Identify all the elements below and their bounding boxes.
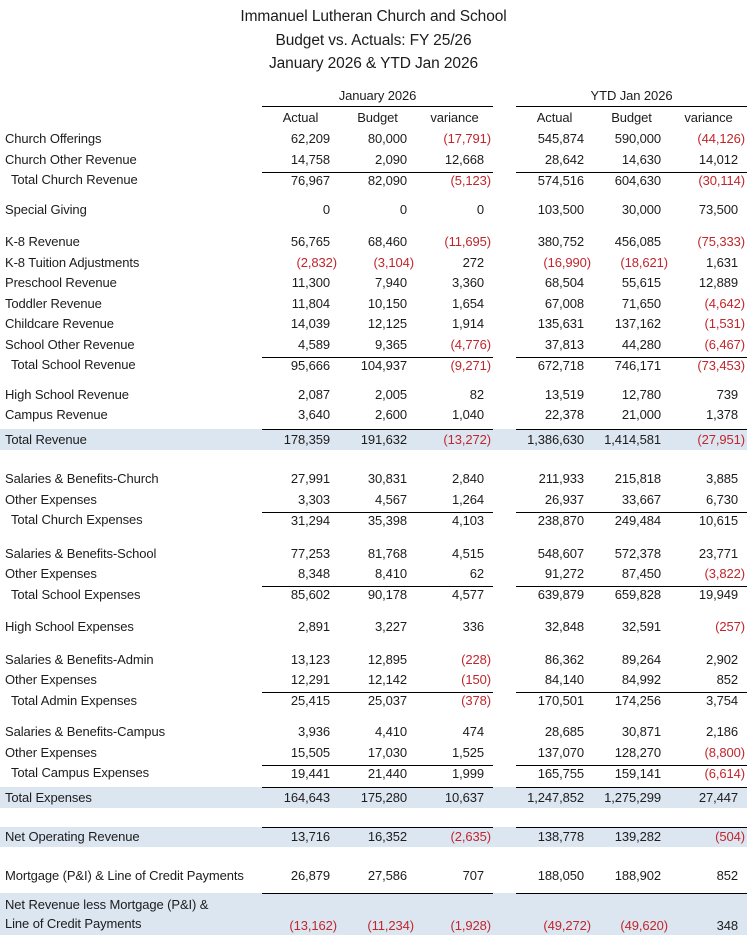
value-cell: 30,000 (621, 201, 661, 217)
value-cell: (11,695) (444, 234, 491, 250)
group-header-january: January 2026 (262, 85, 493, 107)
row-spacer (0, 808, 747, 823)
row-label: Total Revenue (5, 431, 87, 447)
value-cell: 17,030 (367, 744, 407, 760)
value-cell: 0 (476, 201, 484, 217)
value-cell: 3,936 (297, 724, 330, 740)
value-cell: 1,040 (451, 407, 484, 423)
value-cell: 1,275,299 (604, 789, 661, 805)
column-header-variance-jan: variance (430, 110, 479, 125)
row-spacer (0, 220, 747, 232)
value-cell: 191,632 (360, 431, 407, 447)
row-spacer (0, 847, 747, 865)
value-cell: 659,828 (593, 586, 670, 602)
value-cell: 7,940 (374, 275, 407, 291)
value-cell: 1,654 (451, 295, 484, 311)
table-row (0, 543, 747, 564)
value-cell: (18,621) (620, 254, 668, 270)
value-cell: 3,303 (297, 491, 330, 507)
value-cell: (17,791) (443, 131, 491, 147)
value-cell: 2,600 (374, 407, 407, 423)
value-cell: 545,874 (537, 131, 584, 147)
value-cell: 8,348 (297, 566, 330, 582)
value-cell: 35,398 (339, 512, 416, 528)
row-label-line1: Net Revenue less Mortgage (P&I) & (5, 896, 209, 912)
row-label: Total School Revenue (11, 357, 136, 373)
value-cell: (150) (461, 672, 491, 688)
value-cell: 1,631 (705, 254, 738, 270)
value-cell: 1,914 (451, 316, 484, 332)
value-cell: 26,937 (544, 491, 584, 507)
value-cell: (228) (461, 651, 491, 667)
value-cell: 164,643 (283, 789, 330, 805)
value-cell: (2,832) (296, 254, 337, 270)
value-cell: (13,162) (289, 917, 337, 933)
table-row (0, 722, 747, 743)
value-cell: 272 (462, 254, 484, 270)
table-row (0, 510, 747, 531)
value-cell: 4,577 (416, 586, 493, 602)
value-cell: (44,126) (697, 131, 745, 147)
value-cell: 604,630 (593, 172, 670, 188)
row-label: Salaries & Benefits-Church (5, 471, 159, 487)
value-cell: 590,000 (614, 131, 661, 147)
row-label: Toddler Revenue (5, 295, 102, 311)
total-rule (0, 823, 747, 827)
column-header-actual-jan: Actual (282, 110, 319, 125)
value-cell: 73,500 (698, 201, 738, 217)
value-cell: 22,378 (544, 407, 584, 423)
row-label-line2: Line of Credit Payments (5, 915, 142, 931)
table-row (0, 355, 747, 376)
value-cell: 8,410 (374, 566, 407, 582)
rule-line (262, 889, 493, 894)
value-cell: 165,755 (516, 765, 593, 781)
value-cell: 12,780 (621, 386, 661, 402)
rule-line (262, 823, 493, 828)
value-cell: 12,895 (367, 651, 407, 667)
row-label: Other Expenses (5, 672, 97, 688)
value-cell: 91,272 (544, 566, 584, 582)
value-cell: 95,666 (262, 357, 339, 373)
value-cell: 71,650 (621, 295, 661, 311)
rule-empty (0, 889, 262, 893)
row-spacer (0, 530, 747, 543)
row-spacer (0, 637, 747, 649)
row-label: K-8 Tuition Adjustments (5, 254, 140, 270)
value-cell: 14,012 (698, 151, 738, 167)
value-cell: 27,447 (698, 789, 738, 805)
value-cell: 128,270 (614, 744, 661, 760)
row-label: Childcare Revenue (5, 316, 114, 332)
value-cell: (11,234) (367, 917, 414, 933)
table-row (0, 787, 747, 808)
value-cell: (5,123) (416, 172, 493, 188)
value-cell: (49,272) (543, 917, 591, 933)
value-cell: 76,967 (262, 172, 339, 188)
value-cell: 572,378 (614, 545, 661, 561)
value-cell: (6,467) (704, 336, 745, 352)
total-rule (0, 425, 747, 429)
table-row (0, 314, 747, 335)
value-cell: 77,253 (290, 545, 330, 561)
value-cell: 44,280 (621, 336, 661, 352)
value-cell: 68,460 (367, 234, 407, 250)
value-cell: 211,933 (538, 471, 584, 487)
value-cell: 12,142 (367, 672, 407, 688)
value-cell: 3,227 (374, 619, 407, 635)
group-header-ytd: YTD Jan 2026 (516, 85, 747, 107)
value-cell: 13,716 (290, 829, 330, 845)
value-cell: 4,410 (374, 724, 407, 740)
value-cell: 739 (716, 386, 738, 402)
column-subheader-row (0, 107, 747, 129)
value-cell: 139,282 (614, 829, 661, 845)
row-label: Total Campus Expenses (11, 765, 150, 781)
value-cell: 82,090 (339, 172, 416, 188)
value-cell: 14,630 (621, 151, 661, 167)
row-label: Special Giving (5, 201, 87, 217)
report-rows (0, 129, 747, 935)
value-cell: 19,441 (262, 765, 339, 781)
value-cell: 84,992 (621, 672, 661, 688)
value-cell: 28,642 (544, 151, 584, 167)
value-cell: 37,813 (544, 336, 584, 352)
value-cell: 86,362 (544, 651, 584, 667)
value-cell: 12,291 (290, 672, 330, 688)
value-cell: 0 (399, 201, 407, 217)
rule-empty (493, 889, 516, 893)
value-cell: (30,114) (670, 172, 747, 188)
value-cell: 103,500 (537, 201, 584, 217)
rule-line (262, 783, 493, 788)
value-cell: 1,264 (451, 491, 484, 507)
value-cell: 188,050 (537, 867, 584, 883)
rule-line (516, 823, 747, 828)
row-label: Campus Revenue (5, 407, 108, 423)
table-row (0, 649, 747, 670)
value-cell: 15,505 (290, 744, 330, 760)
value-cell: 3,754 (670, 692, 747, 708)
value-cell: 137,070 (537, 744, 584, 760)
table-row (0, 865, 747, 886)
table-row (0, 170, 747, 191)
table-row (0, 469, 747, 490)
value-cell: 16,352 (367, 829, 407, 845)
value-cell: 21,440 (339, 765, 416, 781)
row-spacer (0, 605, 747, 617)
value-cell: 1,414,581 (604, 431, 661, 447)
value-cell: 11,300 (291, 275, 330, 291)
table-row (0, 564, 747, 585)
value-cell: (49,620) (620, 917, 668, 933)
value-cell: 19,949 (670, 586, 747, 602)
value-cell: 14,758 (290, 151, 330, 167)
row-label: Church Other Revenue (5, 151, 137, 167)
report-title: Immanuel Lutheran Church and School (240, 8, 507, 25)
value-cell: (75,333) (697, 234, 745, 250)
value-cell: 249,484 (593, 512, 670, 528)
value-cell: 21,000 (621, 407, 661, 423)
row-label: Net Operating Revenue (5, 829, 140, 845)
value-cell: 12,889 (698, 275, 738, 291)
row-label: Total Admin Expenses (11, 692, 137, 708)
value-cell: 12,125 (367, 316, 407, 332)
value-cell: 852 (716, 672, 738, 688)
value-cell: (378) (416, 692, 493, 708)
value-cell: 175,280 (360, 789, 407, 805)
table-row (0, 893, 747, 935)
table-row (0, 489, 747, 510)
value-cell: (2,635) (450, 829, 491, 845)
total-rule (0, 783, 747, 787)
value-cell: 62,209 (290, 131, 330, 147)
table-row (0, 429, 747, 450)
value-cell: (1,928) (450, 917, 491, 933)
value-cell: 10,637 (444, 789, 484, 805)
value-cell: 1,247,852 (527, 789, 584, 805)
value-cell: 3,360 (451, 275, 484, 291)
row-label: Other Expenses (5, 744, 97, 760)
table-row (0, 584, 747, 605)
total-rule (0, 889, 747, 893)
value-cell: 0 (322, 201, 330, 217)
rule-line (262, 425, 493, 430)
value-cell: 707 (462, 867, 484, 883)
table-row (0, 384, 747, 405)
table-row (0, 129, 747, 150)
value-cell: 6,730 (705, 491, 738, 507)
table-row (0, 405, 747, 426)
value-cell: 31,294 (262, 512, 339, 528)
row-label: K-8 Revenue (5, 234, 80, 250)
value-cell: 138,778 (537, 829, 584, 845)
rule-empty (493, 823, 516, 827)
value-cell: 27,586 (367, 867, 407, 883)
value-cell: 474 (462, 724, 484, 740)
rule-empty (0, 425, 262, 429)
value-cell: 56,765 (290, 234, 330, 250)
table-row (0, 149, 747, 170)
table-row (0, 827, 747, 848)
value-cell: 2,005 (374, 386, 407, 402)
value-cell: 55,615 (621, 275, 661, 291)
value-cell: (4,776) (450, 336, 491, 352)
value-cell: 30,871 (621, 724, 661, 740)
row-label: Mortgage (P&I) & Line of Credit Payments (5, 867, 244, 883)
row-label: Total Expenses (5, 789, 92, 805)
table-row (0, 232, 747, 253)
report-period: January 2026 & YTD Jan 2026 (269, 55, 478, 72)
row-label: Total Church Revenue (11, 172, 138, 188)
value-cell: 11,804 (291, 295, 330, 311)
value-cell: 639,879 (516, 586, 593, 602)
report-title-block (0, 0, 747, 76)
value-cell: 2,902 (705, 651, 738, 667)
value-cell: 28,685 (544, 724, 584, 740)
row-label: Total School Expenses (11, 586, 141, 602)
value-cell: 852 (716, 867, 738, 883)
value-cell: 574,516 (516, 172, 593, 188)
spacer (0, 76, 747, 84)
value-cell: 12,668 (444, 151, 484, 167)
value-cell: 188,902 (614, 867, 661, 883)
column-header-budget-jan: Budget (357, 110, 398, 125)
value-cell: 10,150 (367, 295, 407, 311)
table-row (0, 273, 747, 294)
rule-empty (0, 823, 262, 827)
value-cell: 2,087 (297, 386, 330, 402)
value-cell: 90,178 (339, 586, 416, 602)
report-subtitle: Budget vs. Actuals: FY 25/26 (275, 31, 472, 49)
value-cell: 348 (716, 917, 738, 933)
row-spacer (0, 190, 747, 199)
value-cell: 32,848 (544, 619, 584, 635)
rule-empty (493, 425, 516, 429)
value-cell: 672,718 (516, 357, 593, 373)
value-cell: 1,386,630 (527, 431, 584, 447)
row-label: School Other Revenue (5, 336, 135, 352)
column-header-actual-ytd: Actual (536, 110, 573, 125)
value-cell: 135,631 (537, 316, 584, 332)
value-cell: (6,614) (670, 765, 747, 781)
value-cell: 68,504 (544, 275, 584, 291)
value-cell: 25,415 (262, 692, 339, 708)
value-cell: (3,822) (704, 566, 745, 582)
column-group-header-row (0, 84, 747, 107)
value-cell: 23,771 (698, 545, 738, 561)
value-cell: (9,271) (416, 357, 493, 373)
row-spacer (0, 711, 747, 722)
rule-empty (0, 783, 262, 787)
value-cell: 4,515 (451, 545, 484, 561)
rule-empty (493, 783, 516, 787)
value-cell: (13,272) (443, 431, 491, 447)
value-cell: 87,450 (621, 566, 661, 582)
value-cell: (27,951) (697, 431, 745, 447)
value-cell: 178,359 (283, 431, 330, 447)
value-cell: 1,378 (705, 407, 738, 423)
value-cell: 1,525 (451, 744, 484, 760)
row-label: Preschool Revenue (5, 275, 117, 291)
value-cell: 81,768 (367, 545, 407, 561)
value-cell: 13,519 (544, 386, 584, 402)
value-cell: 33,667 (621, 491, 661, 507)
value-cell: 336 (462, 619, 484, 635)
row-label: Total Church Expenses (11, 512, 143, 528)
value-cell: 380,752 (537, 234, 584, 250)
value-cell: 26,879 (290, 867, 330, 883)
value-cell: 10,615 (670, 512, 747, 528)
value-cell: 25,037 (339, 692, 416, 708)
value-cell: 9,365 (374, 336, 407, 352)
row-label: Other Expenses (5, 491, 97, 507)
value-cell: 3,640 (297, 407, 330, 423)
value-cell: 32,591 (621, 619, 661, 635)
value-cell: 2,891 (297, 619, 330, 635)
value-cell: 4,103 (416, 512, 493, 528)
value-cell: 14,039 (290, 316, 330, 332)
row-label: Church Offerings (5, 131, 102, 147)
row-spacer (0, 450, 747, 469)
row-label: High School Expenses (5, 619, 134, 635)
value-cell: (4,642) (704, 295, 745, 311)
value-cell: 4,567 (374, 491, 407, 507)
value-cell: 80,000 (367, 131, 407, 147)
row-spacer (0, 375, 747, 384)
value-cell: 746,171 (593, 357, 670, 373)
table-row (0, 690, 747, 711)
value-cell: (73,453) (670, 357, 747, 373)
rule-line (516, 889, 747, 894)
value-cell: 89,264 (621, 651, 661, 667)
value-cell: (1,531) (704, 316, 745, 332)
table-row (0, 334, 747, 355)
value-cell: (3,104) (373, 254, 414, 270)
column-header-variance-ytd: variance (684, 110, 733, 125)
row-label: Salaries & Benefits-Campus (5, 724, 165, 740)
table-row (0, 252, 747, 273)
value-cell: 85,602 (262, 586, 339, 602)
column-header-budget-ytd: Budget (611, 110, 652, 125)
value-cell: 13,123 (290, 651, 330, 667)
row-label: Salaries & Benefits-School (5, 545, 157, 561)
value-cell: 4,589 (297, 336, 330, 352)
value-cell: 3,885 (705, 471, 738, 487)
value-cell: 30,831 (367, 471, 407, 487)
value-cell: 2,840 (451, 471, 484, 487)
table-row (0, 670, 747, 691)
value-cell: 2,186 (705, 724, 738, 740)
value-cell: 67,008 (544, 295, 584, 311)
value-cell: 1,999 (416, 765, 493, 781)
table-row (0, 199, 747, 220)
value-cell: (8,800) (704, 744, 745, 760)
row-label: Salaries & Benefits-Admin (5, 651, 154, 667)
value-cell: 84,140 (544, 672, 584, 688)
table-row (0, 617, 747, 638)
value-cell: 27,991 (290, 471, 330, 487)
value-cell: 137,162 (614, 316, 661, 332)
value-cell: (16,990) (543, 254, 591, 270)
rule-line (516, 783, 747, 788)
value-cell: 174,256 (593, 692, 670, 708)
table-row (0, 763, 747, 784)
value-cell: 170,501 (516, 692, 593, 708)
row-label: Other Expenses (5, 566, 97, 582)
value-cell: 548,607 (537, 545, 584, 561)
table-row (0, 742, 747, 763)
rule-line (516, 425, 747, 430)
value-cell: 215,818 (614, 471, 661, 487)
value-cell: 62 (469, 566, 484, 582)
value-cell: 456,085 (614, 234, 661, 250)
value-cell: (504) (715, 829, 745, 845)
value-cell: 82 (469, 386, 484, 402)
row-label (0, 895, 262, 933)
value-cell: 104,937 (339, 357, 416, 373)
value-cell: 238,870 (516, 512, 593, 528)
value-cell: (257) (715, 619, 745, 635)
table-row (0, 293, 747, 314)
value-cell: 2,090 (374, 151, 407, 167)
value-cell: 159,141 (593, 765, 670, 781)
row-label: High School Revenue (5, 386, 129, 402)
